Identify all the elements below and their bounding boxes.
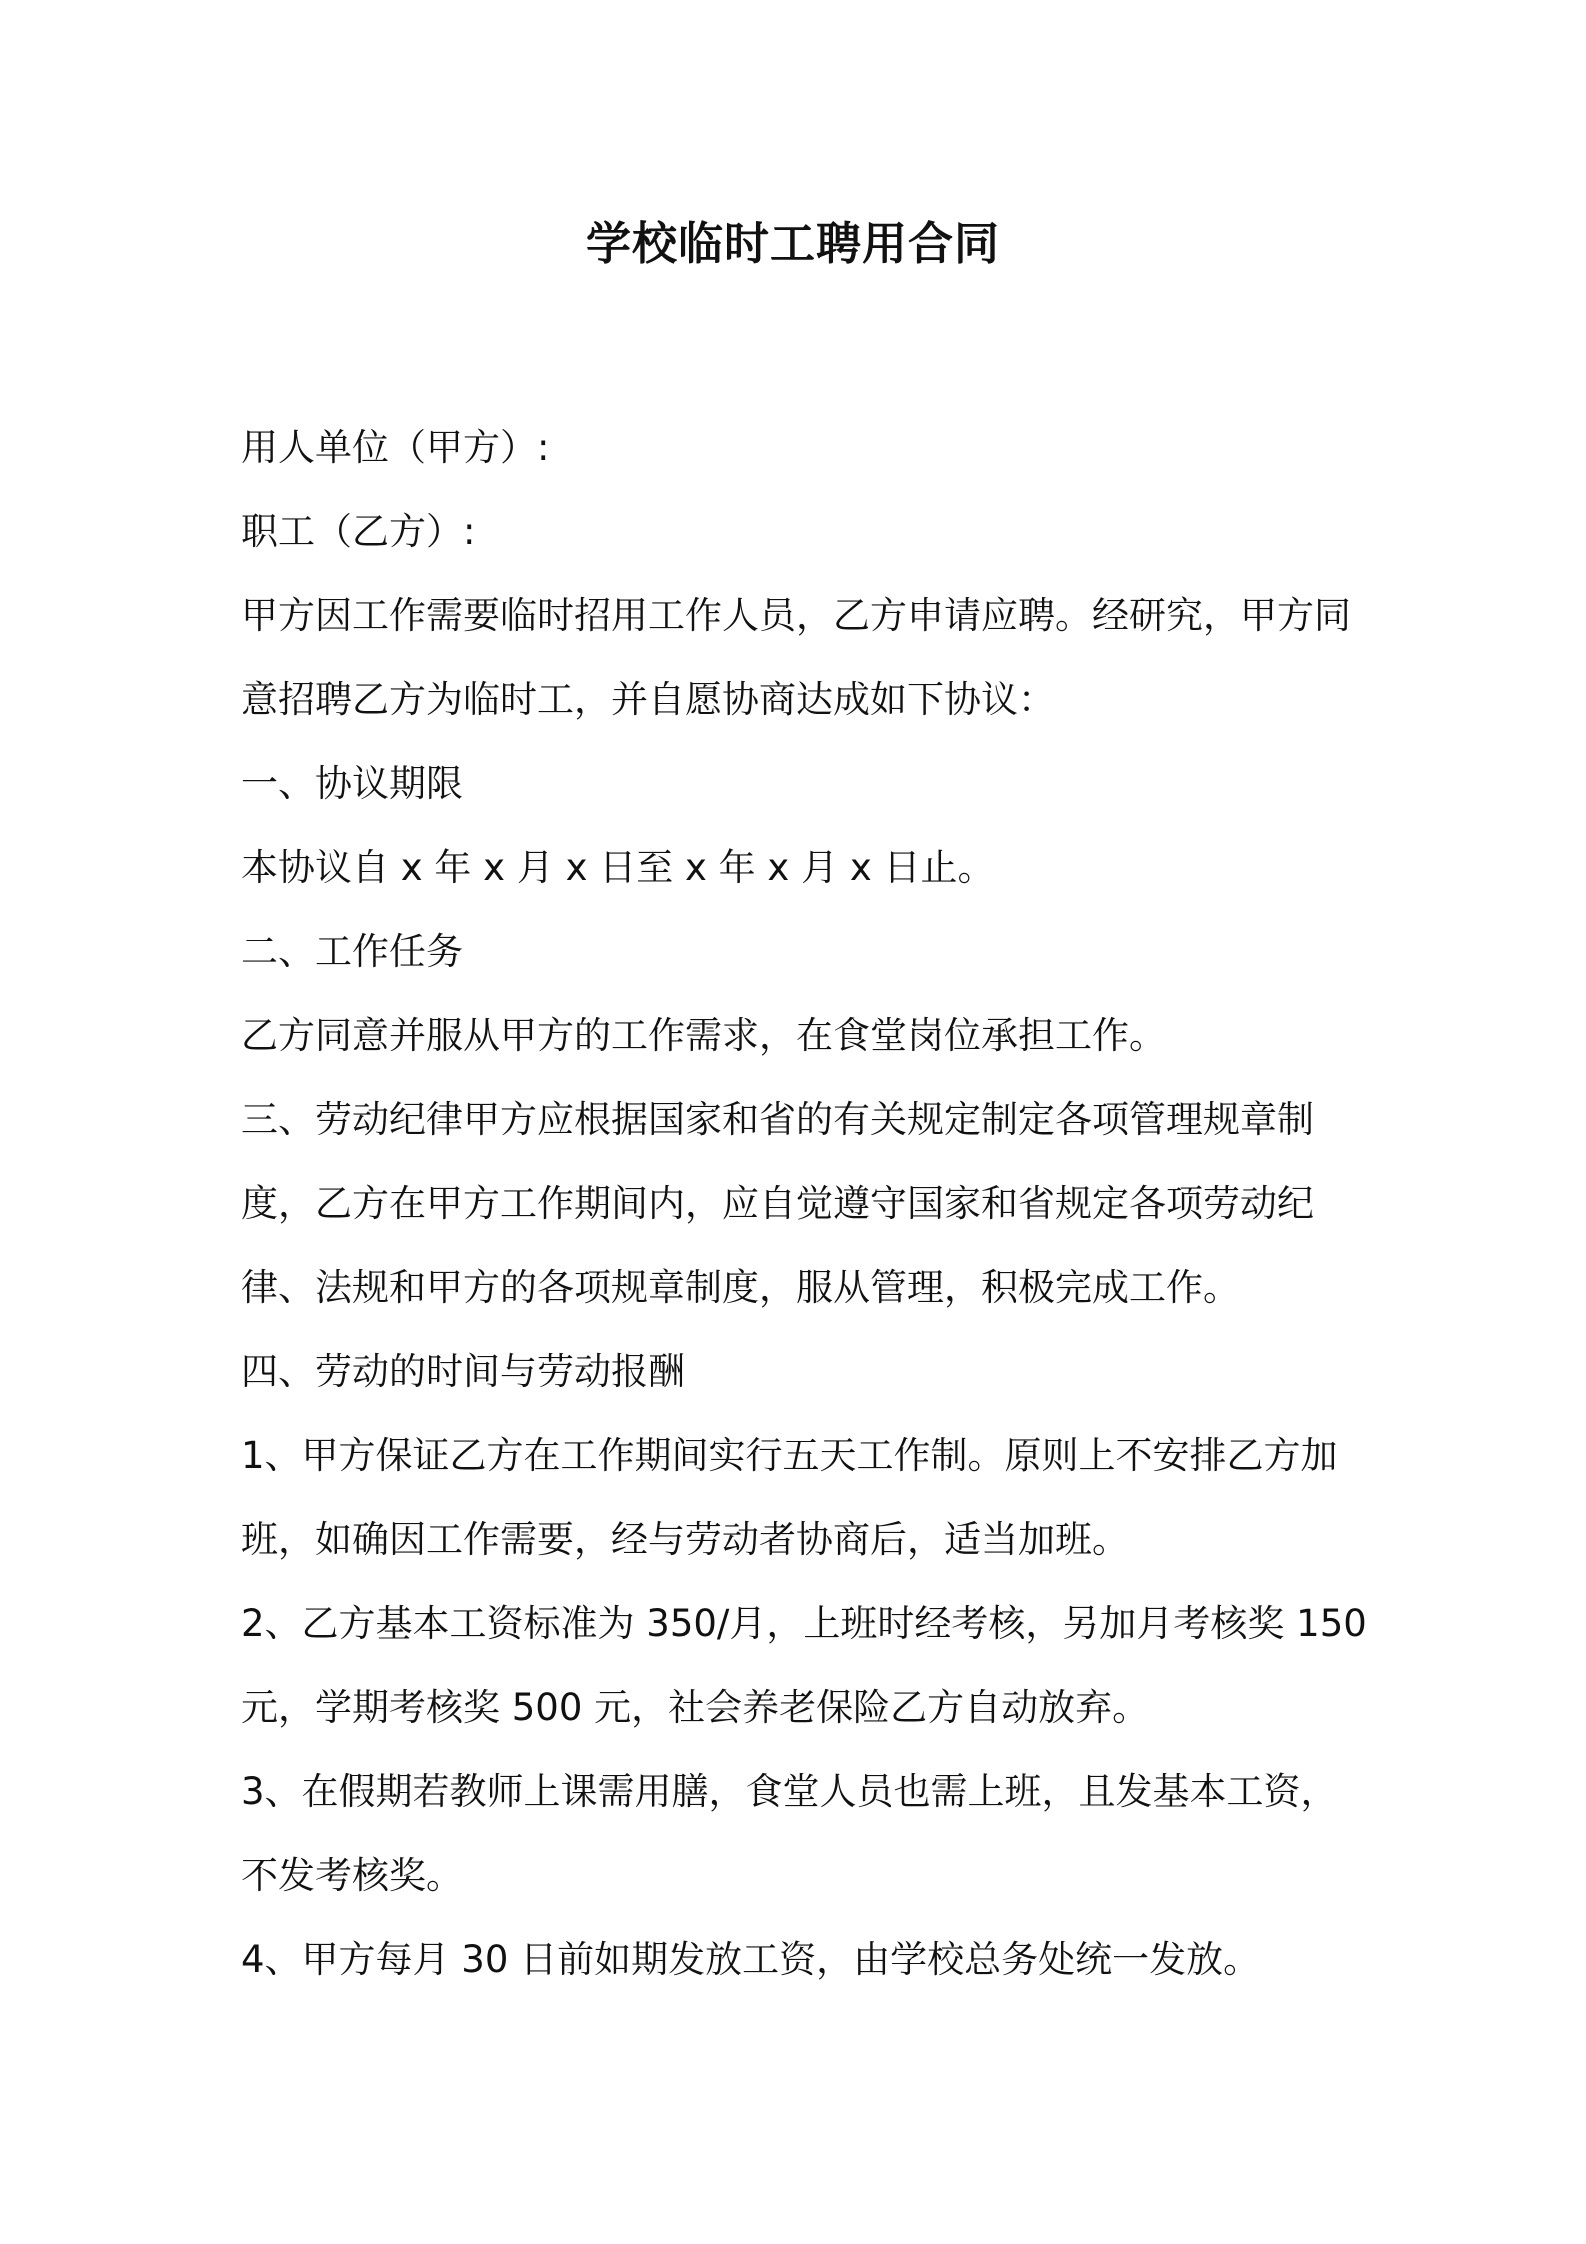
discipline-paragraph: 三、劳动纪律甲方应根据国家和省的有关规定制定各项管理规章制度，乙方在甲方工作期间内，应自觉遵守国家和省规定各项劳动纪律、法规和甲方的各项规章制度，服从管理，积极完成工作。 bbox=[241, 1098, 1314, 1309]
task-paragraph: 乙方同意并服从甲方的工作需求，在食堂岗位承担工作。 bbox=[241, 1014, 1166, 1057]
document-body bbox=[241, 406, 1371, 2002]
party-b-line: 职工（乙方）: bbox=[241, 510, 476, 553]
document-title: 学校临时工聘用合同 bbox=[585, 217, 1000, 270]
term-paragraph: 本协议自 x 年 x 月 x 日至 x 年 x 月 x 日止。 bbox=[241, 846, 995, 889]
clause-1: 1、甲方保证乙方在工作期间实行五天工作制。原则上不安排乙方加班，如确因工作需要，经与劳动者协商后，适当加班。 bbox=[241, 1434, 1338, 1561]
section-heading-task: 二、工作任务 bbox=[241, 930, 463, 973]
section-heading-time-pay: 四、劳动的时间与劳动报酬 bbox=[241, 1350, 685, 1393]
party-a-line: 用人单位（甲方）: bbox=[241, 426, 550, 469]
intro-paragraph: 甲方因工作需要临时招用工作人员，乙方申请应聘。经研究，甲方同意招聘乙方为临时工，并自愿协商达成如下协议： bbox=[241, 594, 1351, 721]
section-heading-term: 一、协议期限 bbox=[241, 762, 463, 805]
clause-2: 2、乙方基本工资标准为 350/月，上班时经考核，另加月考核奖 150 元，学期考核奖 500 元，社会养老保险乙方自动放弃。 bbox=[241, 1602, 1367, 1729]
clause-4: 4、甲方每月 30 日前如期发放工资，由学校总务处统一发放。 bbox=[241, 1938, 1261, 1981]
clause-3: 3、在假期若教师上课需用膳，食堂人员也需上班，且发基本工资，不发考核奖。 bbox=[241, 1770, 1338, 1897]
